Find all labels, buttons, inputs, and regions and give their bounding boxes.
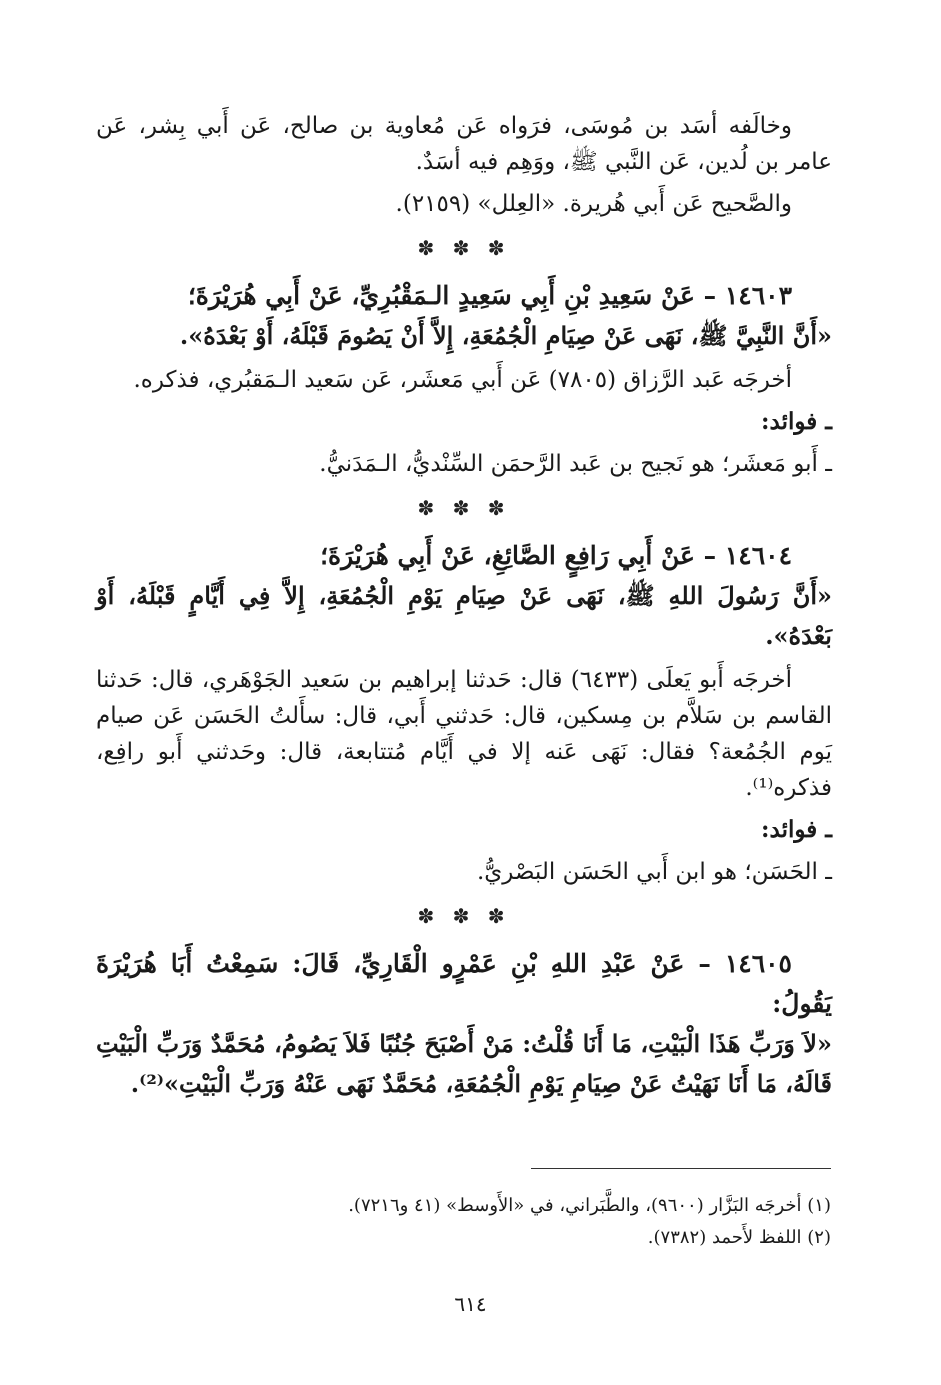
hadith-1603-number: ١٤٦٠٣ bbox=[724, 281, 792, 310]
page-number: ٦١٤ bbox=[454, 1292, 487, 1316]
section-separator: ✽ ✽ ✽ bbox=[417, 236, 511, 260]
section-separator: ✽ ✽ ✽ bbox=[417, 496, 511, 520]
hadith-1603-heading bbox=[96, 276, 832, 316]
intro-paragraph: وخالَفه أسَد بن مُوسَى، فرَواه عَن مُعاوية بن صالح، عَن أَبي بِشر، عَن عامر بن لُدين، عَن النَّبي ﷺ، ووَهِم فيه أسَدٌ. bbox=[96, 113, 832, 175]
hadith-1603-text: «أَنَّ النَّبِيَّ ﷺ، نَهَى عَنْ صِيَامِ الْجُمُعَةِ، إِلاَّ أَنْ يَصُومَ قَبْلَهُ، أَوْ بَعْدَهُ». bbox=[179, 321, 832, 350]
hadith-dash: – bbox=[694, 541, 717, 570]
hadith-1604-fawaid-label: ـ فوائد: bbox=[761, 816, 832, 843]
intro-conclusion: والصَّحيح عَن أَبي هُريرة. «العِلل» (٢١٥٩). bbox=[395, 191, 792, 217]
hadith-1604-heading bbox=[96, 536, 832, 576]
hadith-1604-number: ١٤٦٠٤ bbox=[724, 541, 792, 570]
hadith-1603-takhrij: أخرجَه عَبد الرَّزاق (٧٨٠٥) عَن أَبي مَعشَر، عَن سَعيد الـمَقبُري، فذكره. bbox=[133, 367, 792, 393]
hadith-1605-text: «لاَ وَرَبِّ هَذَا الْبَيْتِ، مَا أَنَا قُلْتُ: مَنْ أَصْبَحَ جُنُبًا فَلاَ يَصُومُ، مُحَمَّدٌ وَرَبِّ الْبَيْتِ قَالَهُ، مَا أَنَا نَهَيْتُ عَنْ صِيَامِ يَوْمِ الْجُمُعَةِ، مُحَمَّدٌ نَهَى عَنْهُ وَرَبِّ الْبَيْتِ»⁽²⁾. bbox=[96, 1029, 832, 1098]
hadith-1603-fawaid-label: ـ فوائد: bbox=[761, 408, 832, 435]
hadith-dash: – bbox=[694, 281, 717, 310]
section-separator: ✽ ✽ ✽ bbox=[417, 904, 511, 928]
hadith-1604-takhrij: أخرجَه أَبو يَعلَى (٦٤٣٣) قال: حَدثنا إبراهيم بن سَعيد الجَوْهَري، قال: حَدثنا القاسم بن سَلاَّم بن مِسكين، قال: حَدثني أَبي، قال: سأَلتُ الحَسَن عَن صيام يَوم الجُمُعة؟ فقال: نَهَى عَنه إلا في أَيَّام مُتتابعة، قال: وحَدثني أَبو رافِع، فذكره⁽¹⁾. bbox=[96, 667, 832, 801]
hadith-1603-fawaid-text: ـ أَبو مَعشَر؛ هو نَجيح بن عَبد الرَّحمَن السِّنْديُّ، الـمَدَنيُّ. bbox=[319, 451, 832, 477]
footnote-1: (١) أخرجَه البَزَّار (٩٦٠٠)، والطَّبَراني، في «الأَوسط» (٤١ و٧٢١٦). bbox=[348, 1195, 831, 1216]
hadith-1605-heading bbox=[96, 944, 832, 1024]
hadith-1605-number: ١٤٦٠٥ bbox=[724, 949, 792, 978]
footnote-2: (٢) اللفظ لأَحمد (٧٣٨٢). bbox=[647, 1227, 831, 1248]
hadith-1604-text: «أَنَّ رَسُولَ اللهِ ﷺ، نَهَى عَنْ صِيَامِ يَوْمِ الْجُمُعَةِ، إِلاَّ فِي أَيَّامٍ قَبْلَهُ، أَوْ بَعْدَهُ». bbox=[96, 581, 832, 650]
footnote-divider bbox=[531, 1168, 831, 1169]
footnotes bbox=[111, 1190, 831, 1254]
hadith-1605-chain: عَنْ عَبْدِ اللهِ بْنِ عَمْرٍو الْقَارِيِّ، قَالَ: سَمِعْتُ أَبَا هُرَيْرَةَ يَقُولُ: bbox=[96, 949, 832, 1018]
hadith-1603-chain: عَنْ سَعِيدِ بْنِ أَبِي سَعِيدٍ الـمَقْبُرِيِّ، عَنْ أَبِي هُرَيْرَةَ؛ bbox=[187, 281, 695, 310]
page-body bbox=[96, 108, 832, 1104]
hadith-1604-fawaid-text: ـ الحَسَن؛ هو ابن أَبي الحَسَن البَصْريُّ. bbox=[476, 859, 832, 885]
hadith-1604-chain: عَنْ أَبِي رَافِعٍ الصَّائِغِ، عَنْ أَبِي هُرَيْرَةَ؛ bbox=[320, 541, 695, 570]
hadith-dash: – bbox=[684, 949, 711, 978]
